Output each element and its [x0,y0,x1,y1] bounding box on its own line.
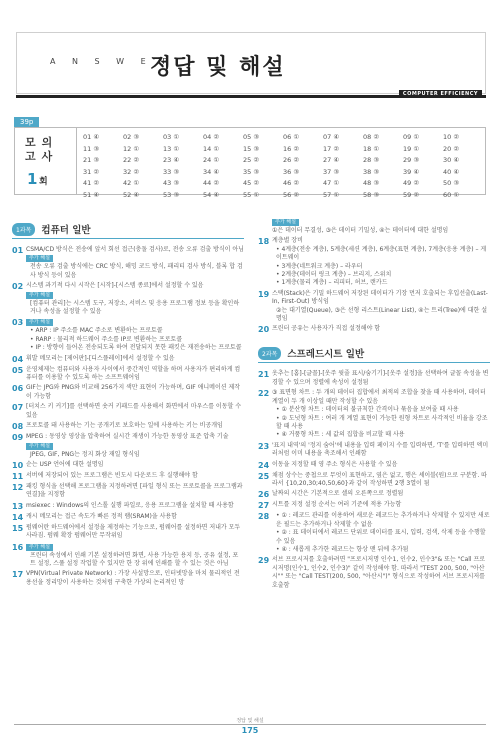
continued-explanation [258,218,490,235]
extra-explanation-badge: 추가 해설 [26,544,53,551]
answer-cell: 58 ③ [363,190,380,199]
round-number: 1 [27,170,38,188]
answer-cell: 30 ④ [443,156,460,164]
answer-cell: 31 ② [83,167,100,176]
explanation-text: CSMA/CD 방식은 전송에 앞서 회선 접근(충돌 검사)로, 전송 오류 검출 방식이 아님 [26,246,244,253]
explanation-text: 옷추는 [홈]-[글꼴]-[옷주 윗줄 표시/숨기기]-[옷주 설정]을 선택하여 글꼴 속성을 변경할 수 있으며 정렬에 속성이 설정됨 [272,370,489,386]
explanation-detail: • 3계층(네트워크 계층) – 라우터 [276,262,363,270]
explanation-item [12,483,244,500]
explanation-text: 시트를 지정 설정 순서는 여러 기준에 적용 가능함 [272,501,402,509]
explanation-detail: • RARP : 물리적 하드웨어 주소를 IP로 변환하는 프로토콜 [30,335,183,343]
explanation-detail: • ① 분산형 차트 : 데이터의 불규칙한 간격이나 묶음을 보여줄 때 사용 [276,406,459,414]
item-body [26,355,244,364]
explanation-text: 서브 프로시저를 호출하려면 "프로시저명 인수1, 인수2, 인수3"& 또는 "Call 프로시저명(인수1, 인수2, 인수3)" 같이 작성해야 함. 따라서 "TEST 200, 500, "아산시"" 또는 "Call TEST(200, 500, "아산시")" 형식으로 작성하여 서브 프로시저를 호출함 [272,556,486,589]
explanation-item [258,442,490,459]
explanation-text: ①은 데이터 무결성, ③은 데이터 기밀성, ④는 데이터에 대한 설명임 [272,227,449,234]
explanation-item [12,543,244,569]
answer-row [83,133,483,145]
item-number: 07 [12,403,24,413]
answer-cell: 10 ② [443,133,460,141]
explanation-detail: • 1계층(물리 계층) – 리피터, 허브, 랜카드 [276,279,388,287]
answer-cell: 48 ③ [363,179,380,187]
footer-divider [14,724,486,725]
item-number: 16 [12,542,24,552]
answer-cell: 52 ④ [123,190,140,199]
item-number: 14 [12,512,24,522]
explanation-item [12,422,244,431]
item-number: 11 [12,471,24,481]
answer-cell: 07 ④ [323,133,340,141]
explanation-text: GIF는 JPG와 PNG와 비교해 256가지 색만 표현이 가능하며, GIF 애니메이션 제작이 가능함 [26,384,241,400]
answer-cell: 03 ① [163,133,180,141]
explanation-text: 스택(Stack)은 기밀 하드웨어 저장된 데이터가 기장 먼저 호출되는 후입선출(Last-In, First-Out) 방식임 [272,289,488,306]
explanation-text: 날짜의 시간은 기본적으로 셀의 오른쪽으로 정렬됨 [272,490,404,498]
item-number: 19 [258,289,270,299]
section-header [258,346,490,363]
answer-cell: 40 ④ [443,167,460,176]
answer-cell: 59 ② [403,190,420,199]
left-column [12,222,244,589]
item-body [26,318,244,352]
explanation-item [258,490,490,499]
answer-cell: 43 ③ [163,179,180,187]
explanation-text: ③ 표면형 차트 : 두 개의 데이터 집합에서 최적의 조합을 찾을 때 사용하며, 데이터 계열이 두 개 이상일 때만 작성할 수 있음 [272,389,486,405]
explanation-detail: • IP : 방향이 들어온 전송되도록 하여 전달되지 못한 패킷은 재전송하는 프로토콜 [30,344,242,352]
item-number: 17 [12,570,24,580]
explanation-text: '표지 내역'의 '정지 숨어'에 내용을 입력 페이지 수를 입력하면, 'T'를 입력하면 엑미러처럼 이미 내용을 축조해서 인쇄함 [272,441,489,458]
explanation-text: 프린터 공유는 사용자가 직접 설정해야 함 [272,325,381,333]
explanation-item [258,461,490,470]
answer-grid [83,133,483,202]
answer-cell: 26 ② [283,156,300,164]
explanation-item [12,384,244,401]
answer-cell: 34 ④ [203,167,220,176]
explanation-item [12,282,244,316]
item-body [26,543,244,569]
explanation-text: msiexec : Windows의 인스톨 실행 파일로, 응용 프로그램을 설치할 때 사용함 [26,501,234,509]
answer-cell: 05 ③ [243,133,260,141]
answer-row [83,191,483,203]
item-number: 29 [258,556,270,566]
explanation-item [12,246,244,280]
item-body [272,237,490,287]
explanation-item [12,570,244,587]
item-body [272,442,490,459]
answer-cell: 27 ④ [323,156,340,164]
answer-cell: 17 ② [323,144,340,153]
explanation-item [12,472,244,481]
answer-cell: 60 ① [443,190,460,199]
item-number: 10 [12,460,24,470]
page-tag: 39p [14,117,39,127]
item-body [272,325,490,334]
answer-cell: 20 ② [443,144,460,153]
item-number: 21 [258,370,270,380]
item-number: 12 [12,482,24,492]
answer-cell: 24 ① [203,156,220,164]
explanation-text: 시스템 과기적 다시 시작은 [시작]-[시스템 종료]에서 설정할 수 있음 [26,282,204,290]
section-title: 스프레드시트 일반 [287,349,365,361]
answer-key-title: 모의고사 [25,136,59,163]
section-items [12,246,244,587]
item-body [26,433,244,459]
section-header [12,222,244,239]
explanation-item [258,290,490,324]
explanation-item [258,512,490,554]
explanation-item [12,433,244,459]
answer-cell: 39 ④ [403,167,420,176]
answer-cell: 02 ③ [123,133,140,141]
explanation-detail: ②는 대기열(Queue), ③은 선형 리스트(Linear List), ④는 트리(Tree)에 대한 설명임 [276,306,488,323]
item-number: 08 [12,422,24,432]
answer-cell: 22 ② [123,156,140,164]
item-body [272,389,490,439]
item-body [272,490,490,499]
answer-cell: 47 ① [323,179,340,187]
header-banner: COMPUTER EFFICIENCY [399,90,482,98]
page-title: 정답 및 해설 [150,55,286,80]
item-number: 06 [12,384,24,394]
explanation-item [12,524,244,541]
item-body [272,290,490,324]
item-body [272,512,490,554]
explanation-detail: • ④ 거품형 차트 : 세 값의 집합을 비교할 때 사용 [276,431,405,439]
item-number: 01 [12,246,24,255]
footer-label: 정답 및 해설 [236,718,264,724]
answer-cell: 01 ④ [83,133,100,141]
answer-cell: 36 ③ [283,167,300,176]
explanation-item [12,513,244,522]
explanation-text: 휘발 메모리는 [제어판]-[디스플레이]에서 설정할 수 있음 [26,354,175,362]
explanation-text: VPN(Virtual Private Network) : 가장 사설망으로, 인터넷망을 마치 물리적인 전용선을 정리망이 사용하는 것처럼 구축한 가상의 논리적인 망 [26,570,240,586]
item-number: 02 [12,282,24,292]
item-body [272,370,490,387]
answer-cell: 19 ① [403,144,420,153]
answer-cell: 37 ③ [323,167,340,176]
item-body [26,246,244,280]
answer-row [83,179,483,191]
extra-explanation-badge: 추가 해설 [272,219,299,226]
explanation-item [12,366,244,383]
answer-key-label-panel [15,128,77,194]
item-number: 26 [258,490,270,500]
answer-cell: 04 ② [203,133,220,141]
explanation-item [258,370,490,387]
answer-cell: 41 ② [83,179,100,187]
item-number: 04 [12,354,24,364]
item-body [26,513,244,522]
answer-cell: 53 ③ [163,190,180,199]
answer-row [83,156,483,168]
answer-cell: 56 ② [283,190,300,199]
item-number: 23 [258,441,270,451]
extra-explanation-badge: 추가 해설 [26,443,53,450]
explanation-item [258,325,490,334]
answer-label: A N S W E R [50,57,175,66]
page-number: 175 [241,726,259,735]
item-number: 03 [12,318,24,328]
explanation-item [12,355,244,364]
answer-cell: 06 ① [283,133,300,141]
section-title: 컴퓨터 일반 [41,225,91,236]
item-body [26,366,244,383]
explanation-item [258,472,490,489]
extra-explanation-badge: 추가 해설 [26,319,53,326]
explanation-detail: JPEG, GIF, PNG는 정지 화상 재일 형식임 [30,450,140,458]
explanation-text: 캐시 메모리는 접근 속도가 빠른 정적 램(SRAM)을 사용함 [26,512,177,520]
explanation-item [12,461,244,470]
answer-cell: 44 ② [203,179,220,187]
explanation-detail: • ④ : 새롭게 추가한 레코드는 항상 맨 뒤에 추가됨 [276,545,409,553]
item-body [272,556,490,590]
answer-cell: 45 ② [243,179,260,187]
right-column [258,218,490,592]
section-tag: 1과목 [12,223,35,236]
item-body [272,461,490,470]
answer-cell: 16 ② [283,144,300,153]
answer-cell: 51 ④ [83,190,100,199]
item-number: 25 [258,471,270,481]
answer-cell: 25 ② [243,156,260,164]
answer-cell: 09 ① [403,133,420,141]
explanation-detail: 전송 오류 검출 방식에는 CRC 방식, 해밍 코드 방식, 패리티 검사 방식, 블록 합 검사 방식 등이 있음 [30,263,243,279]
extra-explanation-badge: 추가 해설 [26,255,53,262]
item-number: 27 [258,501,270,511]
answer-cell: 38 ③ [363,167,380,176]
item-body [26,524,244,541]
item-number: 09 [12,433,24,443]
explanation-text: 채점 상수는 중첩으로 무엇이 표현하고, 옆은 없고, 행은 셰이블(원)으로 구분함. 따라서 {10,20,30;40,50,60}과 같이 작성하면 2행 3열이 됨 [272,471,487,487]
answer-cell: 15 ③ [243,144,260,153]
item-body [26,282,244,316]
item-number: 28 [258,512,270,522]
item-body [26,384,244,401]
extra-explanation-badge: 추가 해설 [26,292,53,299]
explanation-detail: • 2계층(데이터 링크 계층) – 브리지, 스위치 [276,271,392,279]
answer-cell: 57 ① [323,190,340,199]
answer-cell: 55 ① [243,190,260,199]
item-body [26,483,244,500]
explanation-detail: • ① : 레코드 관리를 이용하여 새로운 레코드는 추가하거나 삭제할 수 있지만 새로운 필드는 추가하거나 삭제할 수 없음 [276,512,490,528]
explanation-text: 이동을 지정할 때 영 주소 형식은 사용할 수 있음 [272,460,398,468]
section-items [258,370,490,590]
explanation-item [12,318,244,352]
answer-cell: 32 ② [123,167,140,176]
answer-cell: 46 ② [283,179,300,187]
answer-cell: 50 ③ [443,179,460,187]
answer-row [83,145,483,157]
item-body [26,403,244,420]
answer-cell: 11 ③ [83,144,100,153]
answer-cell: 54 ④ [203,190,220,199]
explanation-text: MPEG : 동영상 영상을 압축하여 실시간 재생이 가능한 동영상 표준 압축 기술 [26,433,229,441]
explanation-detail: • ARP : IP 주소를 MAC 주소로 변환하는 프로토콜 [30,327,163,335]
section-items [258,237,490,334]
answer-cell: 08 ② [363,133,380,141]
item-number: 20 [258,325,270,335]
answer-cell: 49 ② [403,179,420,187]
answer-cell: 42 ① [123,179,140,187]
item-body [26,502,244,511]
answer-cell: 35 ③ [243,167,260,176]
explanation-item [258,389,490,439]
answer-key-box [14,127,486,199]
item-number: 15 [12,523,24,533]
item-body [26,422,244,431]
explanation-text: 패킹 형식을 선택해 프로그램을 지정하려면 [파일 형식 또는 프로토콜을 프로그램과 연결]을 지정함 [26,482,243,499]
explanation-text: 순는 USP 언어에 대한 설명임 [26,460,104,468]
explanation-detail: 프린터 속성에서 인쇄 기본 설정하려면 화면, 사용 가능한 용지 등, 공유 설정, 포트 설정, 스풀 설정 작업할 수 있지만 한 장 위에 인쇄를 할 수 있는 것은 아님 [30,551,239,567]
explanation-text: [터치스 키 커기]를 선택하면 숏커 키패드를 사용해서 화면에서 마우스를 이동할 수 있음 [26,403,242,419]
answer-row [83,168,483,180]
item-number: 13 [12,501,24,511]
item-body [26,461,244,470]
item-body [26,570,244,587]
explanation-item [258,237,490,287]
explanation-text: 펌웨어란 하드웨어에서 설정을 제정하는 기능으로, 펌웨어를 설정하면 저내가 모두 사라짐. 펌웨 확장 펌웨어만 무작위임 [26,523,241,540]
item-number: 05 [12,365,24,375]
item-number: 22 [258,389,270,399]
item-body [272,472,490,489]
explanation-item [258,501,490,510]
explanation-item [258,556,490,590]
explanation-text: 계층별 장비 [272,237,303,245]
explanation-item [12,502,244,511]
answer-cell: 33 ③ [163,167,180,176]
explanation-text: 프로토콜 돼 사용하는 기는 공개키로 보호하는 일에 사용하는 키는 비공개임 [26,422,223,430]
item-number: 18 [258,237,270,247]
explanation-detail: • ② : 표 데이터에서 레코드 단위로 데이터를 표시, 입력, 검색, 삭제 등을 수행할 수 있음 [276,529,486,545]
item-body [272,501,490,510]
answer-cell: 13 ① [163,144,180,153]
answer-cell: 12 ① [123,144,140,153]
answer-cell: 29 ③ [403,156,420,164]
explanation-detail: [컴퓨터 관리]는 시스템 도구, 저장소, 서비스 및 응용 프로그램 정보 등을 확인하거나 속성을 설정할 수 있음 [30,299,240,316]
round-label: 회 [39,177,48,187]
item-body [26,472,244,481]
answer-cell: 18 ① [363,144,380,153]
answer-cell: 14 ① [203,144,220,153]
explanation-item [12,403,244,420]
explanation-text: 운영체제는 컴퓨터와 사용자 사이에서 중간적인 역할을 하며 사용자가 편리하게 컴퓨터를 이용할 수 있도록 하는 소프트웨어임 [26,365,241,382]
item-number: 24 [258,460,270,470]
answer-cell: 28 ③ [363,156,380,164]
explanation-detail: • 4계층(전송 계층), 5계층(세션 계층), 6계층(표현 계층), 7계층(응용 계층) – 게이트웨이 [276,245,487,262]
answer-cell: 21 ③ [83,156,100,164]
explanation-detail: • ② 도넛형 차트 : 여러 개 계열 표현이 가능한 원형 차트로 사각적인 비율을 강조할 때 사용 [276,414,488,430]
explanation-text: 서버에 저장되어 있는 프로그램은 빈도시 다운로드 후 실행해야 함 [26,471,198,479]
section-tag: 2과목 [258,347,281,360]
answer-cell: 23 ④ [163,156,180,164]
